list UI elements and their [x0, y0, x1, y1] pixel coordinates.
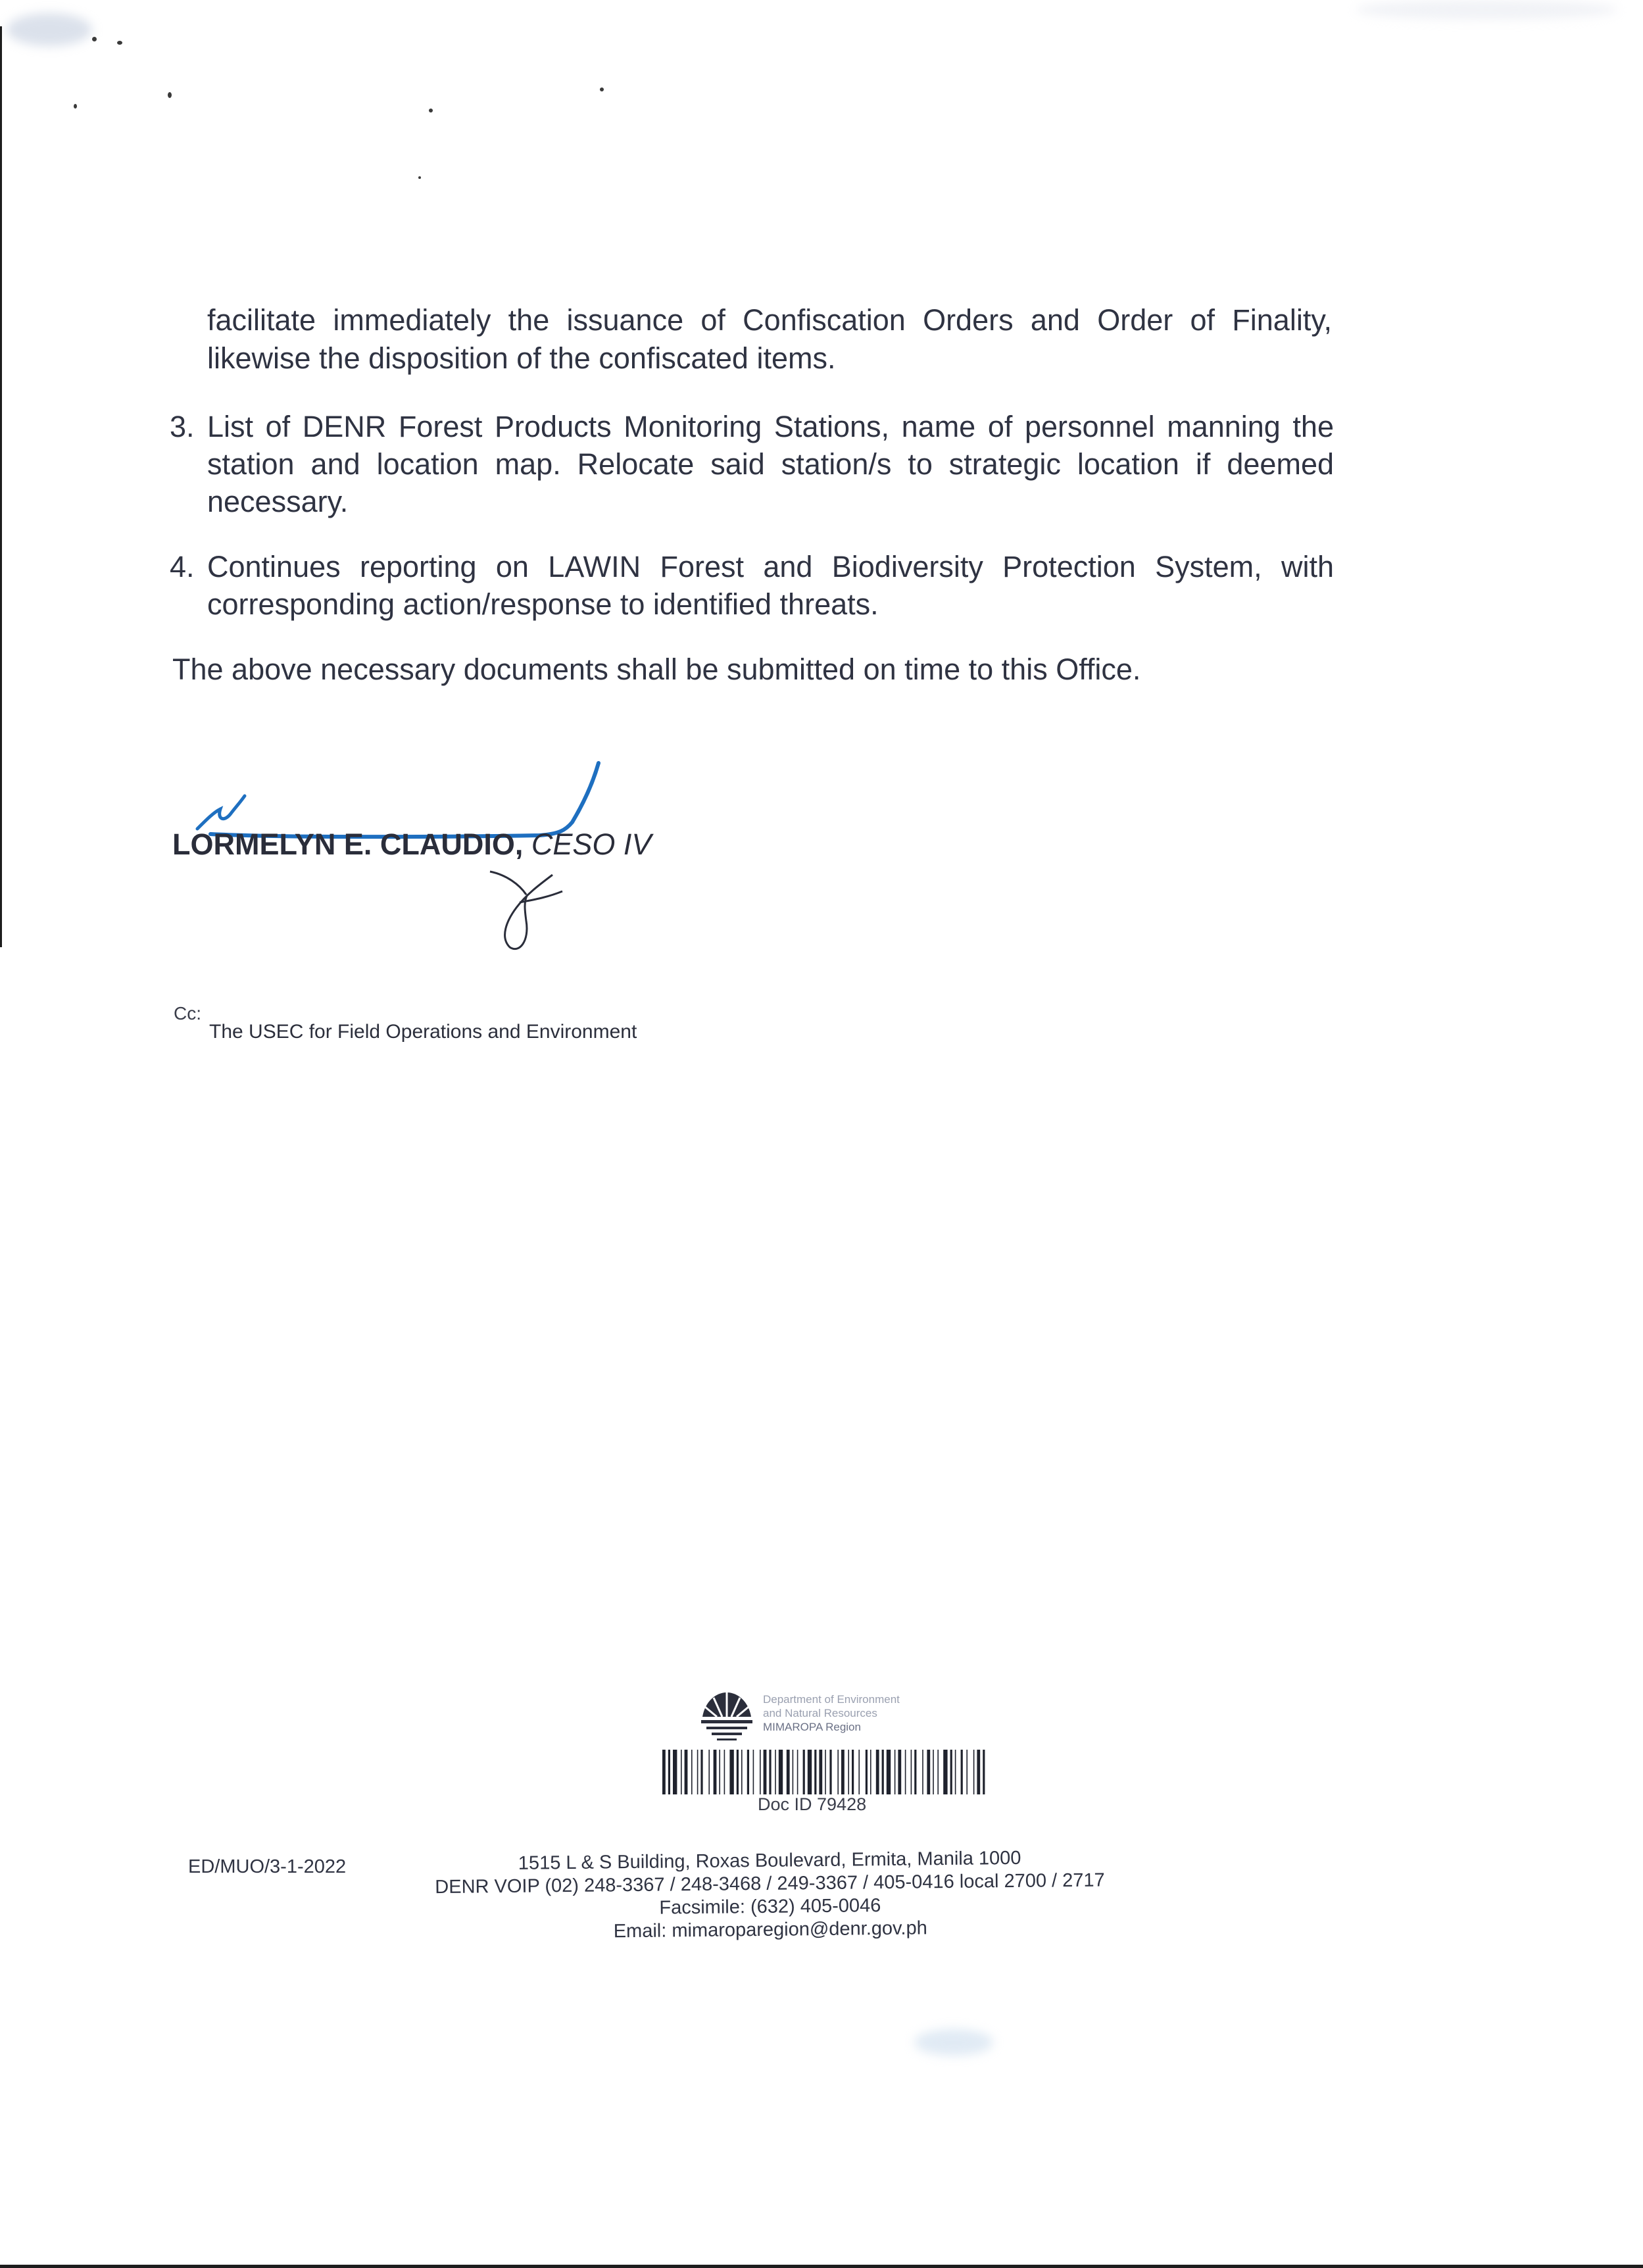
- list-item-number: 4.: [170, 550, 195, 583]
- scan-edge-bottom: [0, 2265, 1643, 2268]
- address-line: Facsimile: (632) 405-0046: [659, 1895, 881, 1919]
- list-item-number: 3.: [170, 410, 195, 443]
- scan-smudge: [7, 13, 92, 46]
- denr-logo-icon: [697, 1687, 756, 1745]
- list-item-text: Continues reporting on LAWIN Forest and Biodiversity Protection System, with corresponding action/response to identified threats.: [207, 550, 1334, 621]
- scan-speck: [117, 41, 122, 45]
- scan-smudge: [1355, 0, 1618, 20]
- address-line: Email: mimaroparegion@denr.gov.ph: [613, 1917, 927, 1942]
- initial-signature-icon: [480, 855, 572, 954]
- list-item: [170, 408, 1334, 520]
- denr-logo-text: [763, 1692, 900, 1734]
- scan-speck: [418, 176, 421, 179]
- scan-smudge: [914, 2029, 993, 2056]
- signatory-title: CESO IV: [531, 827, 652, 861]
- scan-speck: [600, 87, 604, 91]
- scan-speck: [429, 109, 433, 112]
- denr-logo-block: [697, 1687, 960, 1746]
- office-address: [381, 1846, 1158, 1946]
- logo-line: Department of Environment: [763, 1693, 900, 1706]
- cc-label: Cc:: [174, 1003, 201, 1023]
- list-item: [170, 548, 1334, 623]
- scan-speck: [74, 104, 77, 109]
- closing-sentence: The above necessary documents shall be submitted on time to this Office.: [172, 653, 1141, 686]
- logo-line: and Natural Resources: [763, 1707, 877, 1719]
- reference-code: ED/MUO/3-1-2022: [188, 1856, 347, 1877]
- paragraph-continuation: facilitate immediately the issuance of Confiscation Orders and Order of Finality, likewise the disposition of the confiscated items.: [207, 303, 1332, 375]
- scan-speck: [168, 92, 172, 98]
- logo-line: MIMAROPA Region: [763, 1721, 861, 1733]
- list-item-text: List of DENR Forest Products Monitoring Stations, name of personnel manning the station and location map. Relocate said station/s to strategic location if deemed necessary.: [207, 410, 1334, 518]
- signatory-name: LORMELYN E. CLAUDIO,: [172, 827, 524, 861]
- address-line: 1515 L & S Building, Roxas Boulevard, Ermita, Manila 1000: [518, 1847, 1021, 1874]
- cc-recipient: The USEC for Field Operations and Environment: [209, 1021, 637, 1043]
- doc-id: Doc ID 79428: [758, 1794, 867, 1814]
- scan-edge-left: [0, 26, 2, 947]
- barcode-icon: [661, 1748, 987, 1796]
- signatory-line: [172, 827, 651, 862]
- address-line: DENR VOIP (02) 248-3367 / 248-3468 / 249-3367 / 405-0416 local 2700 / 2717: [435, 1869, 1105, 1898]
- scan-speck: [92, 37, 97, 41]
